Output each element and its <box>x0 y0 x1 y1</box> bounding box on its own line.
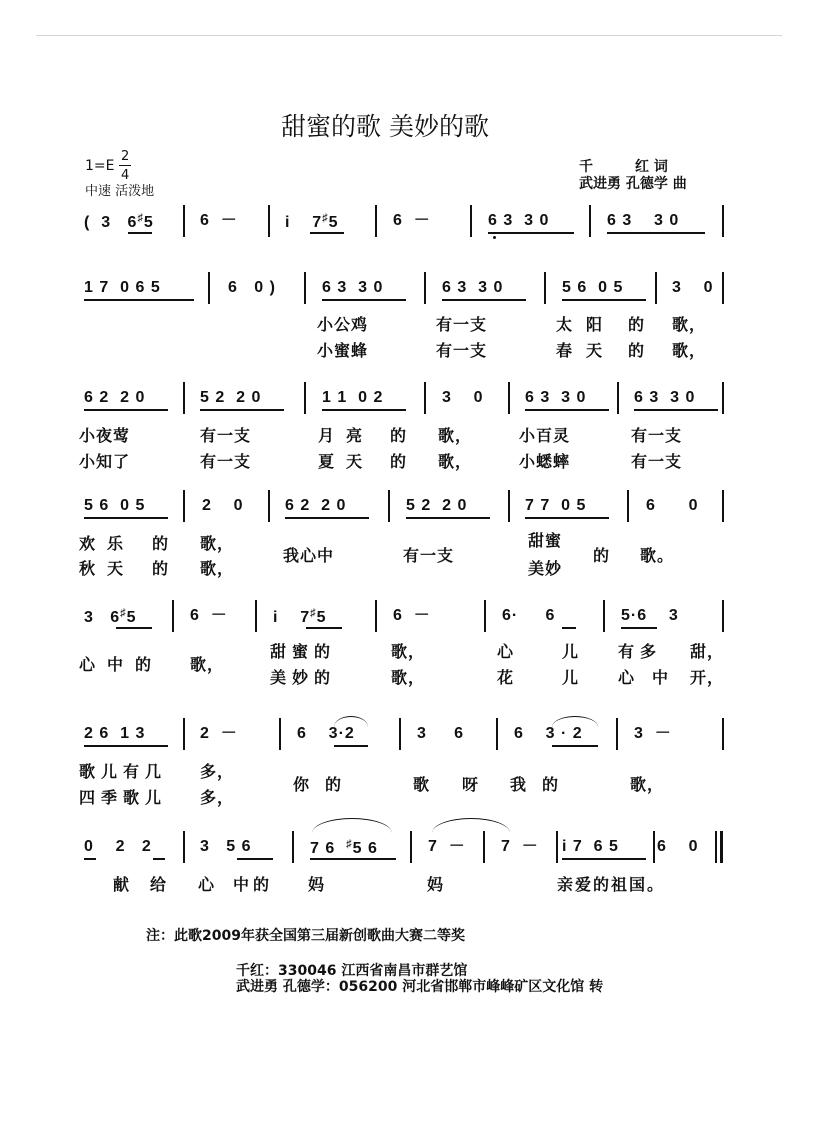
underline <box>562 858 646 860</box>
lyric: 我心中 <box>283 546 335 565</box>
bar-line <box>496 718 498 750</box>
underline <box>84 517 168 519</box>
bar-line <box>627 490 629 522</box>
music-row: 6 3·2 <box>297 725 355 742</box>
low-dot <box>493 236 496 239</box>
lyric: 的 <box>628 315 646 334</box>
lyric: 歌， <box>190 655 225 674</box>
lyric: 小百灵 <box>519 426 571 445</box>
music-row: 1 1 0 2 <box>322 389 384 406</box>
slur <box>334 716 368 727</box>
tempo-marking: 中速 活泼地 <box>85 184 155 199</box>
bar-line <box>616 718 618 750</box>
underline <box>607 232 705 234</box>
bar-line <box>603 600 605 632</box>
music-row: 3 0 <box>442 389 484 406</box>
music-row: 6 － <box>190 607 228 624</box>
music-row: 2 0 <box>202 497 244 514</box>
bar-line <box>292 831 294 863</box>
lyric: 多， <box>200 762 235 781</box>
underline <box>310 858 396 860</box>
bar-line <box>617 382 619 414</box>
underline <box>525 409 609 411</box>
music-row: 7 － <box>428 838 466 855</box>
lyric: 的 <box>593 546 611 565</box>
lyric: 有一支 <box>200 426 252 445</box>
lyric: 四季歌儿 <box>79 788 168 807</box>
time-signature-bottom: 4 <box>121 168 130 183</box>
lyric: 多， <box>200 788 235 807</box>
time-signature-top: 2 <box>121 149 130 164</box>
lyric: 小公鸡 <box>317 315 369 334</box>
music-row: 6· 6 <box>502 607 556 624</box>
slur <box>552 716 598 727</box>
key-signature: 1=E <box>85 158 115 174</box>
music-row: 6 3 3 0 <box>442 279 504 296</box>
underline <box>285 517 369 519</box>
footnote: 注：此歌2009年获全国第三届新创歌曲大赛二等奖 <box>146 928 465 944</box>
lyric: 心中的 <box>79 655 164 674</box>
bar-line <box>722 490 724 522</box>
bar-line <box>556 831 558 863</box>
lyric: 歌， <box>438 452 473 471</box>
music-row: 5 2 2 0 <box>406 497 468 514</box>
lyric: 花 <box>497 668 515 687</box>
music-row: 2 － <box>200 725 238 742</box>
underline <box>322 409 406 411</box>
lyric: 歌。 <box>640 546 675 565</box>
lyric: 我的 <box>510 775 575 794</box>
bar-line <box>183 205 185 237</box>
music-row: 6 2 2 0 <box>285 497 347 514</box>
underline <box>84 858 96 860</box>
lyric: 歌 <box>413 775 431 794</box>
slur <box>312 818 392 833</box>
lyric: 你的 <box>293 775 358 794</box>
lyric: 妈 <box>308 875 326 894</box>
music-row: i 7♯5 <box>273 607 327 626</box>
underline <box>406 517 490 519</box>
bar-line <box>470 205 472 237</box>
lyric: 给 <box>150 875 168 894</box>
music-row: 6 0 <box>646 497 699 514</box>
music-row: i 7♯5 <box>285 212 339 231</box>
bar-line <box>304 382 306 414</box>
slur <box>432 818 510 833</box>
music-row: 3 6 <box>417 725 465 742</box>
top-rule <box>36 35 782 36</box>
music-row: 6 3 3 0 <box>488 212 550 229</box>
address-line: 千红：330046 江西省南昌市群艺馆 <box>236 963 468 979</box>
lyric: 歌， <box>200 534 235 553</box>
music-row: 2 6 1 3 <box>84 725 146 742</box>
underline <box>84 745 168 747</box>
lyric: 的 <box>152 534 170 553</box>
music-row: 6 3 3 0 <box>607 212 680 229</box>
underline <box>634 409 718 411</box>
bar-line <box>483 831 485 863</box>
underline <box>322 299 406 301</box>
bar-line <box>508 382 510 414</box>
lyric: 有多 <box>618 642 663 661</box>
music-row: 7 6 ♯5 6 <box>310 838 378 857</box>
lyric: 心 <box>198 875 216 894</box>
music-row: 3 0 <box>672 279 714 296</box>
bar-line <box>255 600 257 632</box>
bar-line <box>268 490 270 522</box>
underline <box>237 858 273 860</box>
music-row: 6 2 2 0 <box>84 389 146 406</box>
bar-line <box>183 718 185 750</box>
bar-line <box>655 272 657 304</box>
music-row: 7 7 0 5 <box>525 497 587 514</box>
underline <box>334 745 368 747</box>
underline <box>153 858 165 860</box>
bar-line <box>722 205 724 237</box>
underline <box>488 232 574 234</box>
music-row: 5 6 0 5 <box>84 497 146 514</box>
time-signature-line <box>119 165 131 166</box>
bar-line <box>375 205 377 237</box>
lyric: 有一支 <box>631 452 683 471</box>
music-row: 7 － <box>501 838 539 855</box>
music-row: 1 7 0 6 5 <box>84 279 161 296</box>
bar-line <box>653 831 655 863</box>
underline <box>621 627 657 629</box>
music-row: 5 2 2 0 <box>200 389 262 406</box>
bar-line <box>208 272 210 304</box>
underline <box>306 627 342 629</box>
bar-line <box>183 831 185 863</box>
music-row: 6 0 <box>657 838 699 855</box>
lyric: 有一支 <box>436 315 488 334</box>
lyric: 歌， <box>200 559 235 578</box>
final-bar-line <box>720 831 723 863</box>
bar-line <box>183 382 185 414</box>
underline <box>562 627 576 629</box>
music-row: 6 0 ) <box>228 279 276 296</box>
lyric: 儿 <box>562 668 580 687</box>
lyric: 心中 <box>618 668 687 687</box>
lyric: 夏天 <box>318 452 375 471</box>
music-row: i 7 6 5 <box>562 838 619 855</box>
lyric: 的 <box>390 426 408 445</box>
underline <box>525 517 609 519</box>
lyric: 甜蜜的 <box>270 642 337 661</box>
song-title: 甜蜜的歌 美妙的歌 <box>281 112 489 141</box>
music-row: 6 3 3 0 <box>634 389 696 406</box>
music-row: 3 6♯5 <box>84 607 137 626</box>
bar-line <box>279 718 281 750</box>
music-row: 3 － <box>634 725 672 742</box>
lyric: 心 <box>497 642 515 661</box>
lyric: 歌， <box>672 341 707 360</box>
underline <box>116 627 152 629</box>
music-row: 5 6 0 5 <box>562 279 624 296</box>
music-row: 6 3 3 0 <box>322 279 384 296</box>
lyric: 献 <box>113 875 131 894</box>
lyric: 有一支 <box>200 452 252 471</box>
lyric: 美妙 <box>528 559 563 578</box>
underline <box>310 232 344 234</box>
bar-line <box>715 831 717 863</box>
underline <box>200 409 284 411</box>
lyric: 太阳 <box>556 315 617 334</box>
bar-line <box>722 718 724 750</box>
bar-line <box>399 718 401 750</box>
lyric: 小知了 <box>79 452 131 471</box>
music-row: 6 － <box>393 607 431 624</box>
lyric: 中的 <box>233 875 274 894</box>
bar-line <box>424 272 426 304</box>
music-row: 6 3 3 0 <box>525 389 587 406</box>
bar-line <box>268 205 270 237</box>
underline <box>552 745 598 747</box>
lyric: 妈 <box>427 875 445 894</box>
bar-line <box>375 600 377 632</box>
music-row: 5·6 3 <box>621 607 679 624</box>
lyric: 亲爱的祖国。 <box>557 875 666 894</box>
lyric: 歌， <box>391 642 426 661</box>
lyric: 的 <box>628 341 646 360</box>
bar-line <box>388 490 390 522</box>
music-row: ( 3 6♯5 <box>84 212 154 231</box>
lyric: 歌， <box>391 668 426 687</box>
lyric: 歌， <box>438 426 473 445</box>
underline <box>128 232 152 234</box>
lyric: 儿 <box>562 642 580 661</box>
underline <box>84 409 168 411</box>
lyric: 有一支 <box>403 546 455 565</box>
bar-line <box>304 272 306 304</box>
lyric: 甜蜜 <box>528 531 563 550</box>
underline <box>442 299 526 301</box>
lyric: 有一支 <box>436 341 488 360</box>
music-row: 3 5 6 <box>200 838 252 855</box>
lyric: 月亮 <box>318 426 375 445</box>
lyric: 美妙的 <box>270 668 337 687</box>
lyric: 的 <box>390 452 408 471</box>
lyric: 甜， <box>690 642 725 661</box>
music-row: 6 － <box>393 212 431 229</box>
lyric: 小蜜蜂 <box>317 341 369 360</box>
lyric: 歌儿有几 <box>79 762 168 781</box>
underline <box>562 299 646 301</box>
lyric: 小蟋蟀 <box>519 452 571 471</box>
lyric: 有一支 <box>631 426 683 445</box>
bar-line <box>544 272 546 304</box>
lyric: 秋天 <box>79 559 136 578</box>
lyric: 歌， <box>672 315 707 334</box>
underline <box>84 299 194 301</box>
lyricist-credit: 千 红 词 <box>579 159 668 175</box>
bar-line <box>410 831 412 863</box>
address-line: 武进勇 孔德学：056200 河北省邯郸市峰峰矿区文化馆 转 <box>236 979 604 995</box>
bar-line <box>484 600 486 632</box>
lyric: 的 <box>152 559 170 578</box>
bar-line <box>424 382 426 414</box>
lyric: 歌， <box>630 775 665 794</box>
lyric: 春天 <box>556 341 617 360</box>
music-row: 6 3 · 2 <box>514 725 583 742</box>
bar-line <box>508 490 510 522</box>
music-row: 6 － <box>200 212 238 229</box>
lyric: 呀 <box>462 775 480 794</box>
lyric: 小夜莺 <box>79 426 131 445</box>
bar-line <box>589 205 591 237</box>
bar-line <box>172 600 174 632</box>
music-row: 0 2 2 <box>84 838 152 855</box>
lyric: 欢乐 <box>79 534 136 553</box>
composer-credit: 武进勇 孔德学 曲 <box>579 176 687 192</box>
lyric: 开， <box>690 668 725 687</box>
bar-line <box>183 490 185 522</box>
bar-line <box>722 272 724 304</box>
bar-line <box>722 382 724 414</box>
bar-line <box>722 600 724 632</box>
